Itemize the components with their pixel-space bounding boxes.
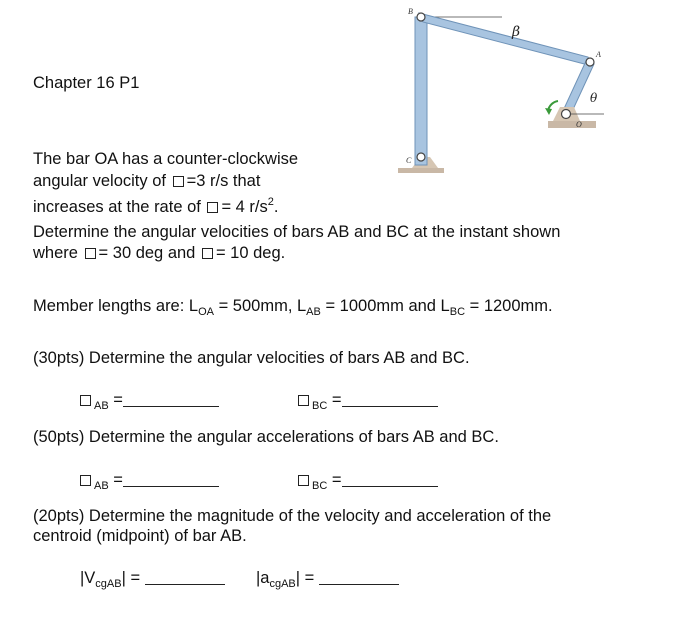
q3-answer-velocity: $|V_{cgAB}|$ = xyxy=(80,568,225,588)
bar-bc xyxy=(415,17,427,165)
pin-c xyxy=(417,153,425,161)
q2-bc-blank[interactable] xyxy=(342,472,438,487)
problem-line-4: Determine the angular velocities of bars AB and BC at the instant shown xyxy=(33,223,561,241)
pin-b xyxy=(417,13,425,21)
question-3-line-2: centroid (midpoint) of bar AB. xyxy=(33,527,247,545)
label-theta: θ xyxy=(590,91,598,105)
alpha-ab-symbol-box xyxy=(80,475,91,486)
label-a: A xyxy=(596,50,601,59)
omega-bc-symbol-box xyxy=(298,395,309,406)
q1-bc-blank[interactable] xyxy=(342,392,438,407)
label-o: O xyxy=(576,120,582,129)
chapter-title: Chapter 16 P1 xyxy=(33,74,140,92)
alpha-bc-symbol-box xyxy=(298,475,309,486)
ground-o xyxy=(548,121,596,128)
q3-velocity-blank[interactable] xyxy=(145,570,225,585)
q3-answer-acceleration: $|a_{cgAB}|$ = xyxy=(256,568,399,588)
q1-ab-blank[interactable] xyxy=(123,392,219,407)
label-c: C xyxy=(406,156,412,165)
problem-line-3: increases at the rate of = 4 $r/s^2$. xyxy=(33,196,279,216)
q2-answer-ab: $_{AB}$ = xyxy=(80,470,219,490)
alpha-symbol-box xyxy=(207,202,218,213)
problem-line-5: where = 30 deg and = 10 deg. xyxy=(33,244,286,262)
bar-ab xyxy=(419,13,592,66)
q3-acceleration-blank[interactable] xyxy=(319,570,399,585)
ground-c xyxy=(398,168,444,173)
q1-answer-ab: $_{AB}$ = xyxy=(80,390,219,410)
linkage-figure xyxy=(390,5,630,185)
question-3-line-1: (20pts) Determine the magnitude of the velocity and acceleration of the xyxy=(33,507,552,525)
problem-line-1: The bar OA has a counter-clockwise xyxy=(33,150,299,168)
pin-a xyxy=(586,58,594,66)
beta-symbol-box xyxy=(202,248,213,259)
q2-ab-blank[interactable] xyxy=(123,472,219,487)
question-1: (30pts) Determine the angular velocities of bars AB and BC. xyxy=(33,349,470,367)
member-lengths: Member lengths are: $L_{OA} = 500mm$, $L_{AB} = 1000mm$ and $L_{BC} = 1200mm$. xyxy=(33,297,553,318)
theta-symbol-box xyxy=(85,248,96,259)
omega-symbol-box xyxy=(173,176,184,187)
label-b: B xyxy=(408,7,413,16)
question-2: (50pts) Determine the angular accelerations of bars AB and BC. xyxy=(33,428,499,446)
omega-ab-symbol-box xyxy=(80,395,91,406)
q1-answer-bc: $_{BC}$ = xyxy=(298,390,438,410)
rotation-arrowhead xyxy=(545,108,552,115)
pin-o xyxy=(562,110,571,119)
label-beta: β xyxy=(512,24,521,40)
problem-line-2: angular velocity of =3 r/s that xyxy=(33,172,261,190)
q2-answer-bc: $_{BC}$ = xyxy=(298,470,438,490)
